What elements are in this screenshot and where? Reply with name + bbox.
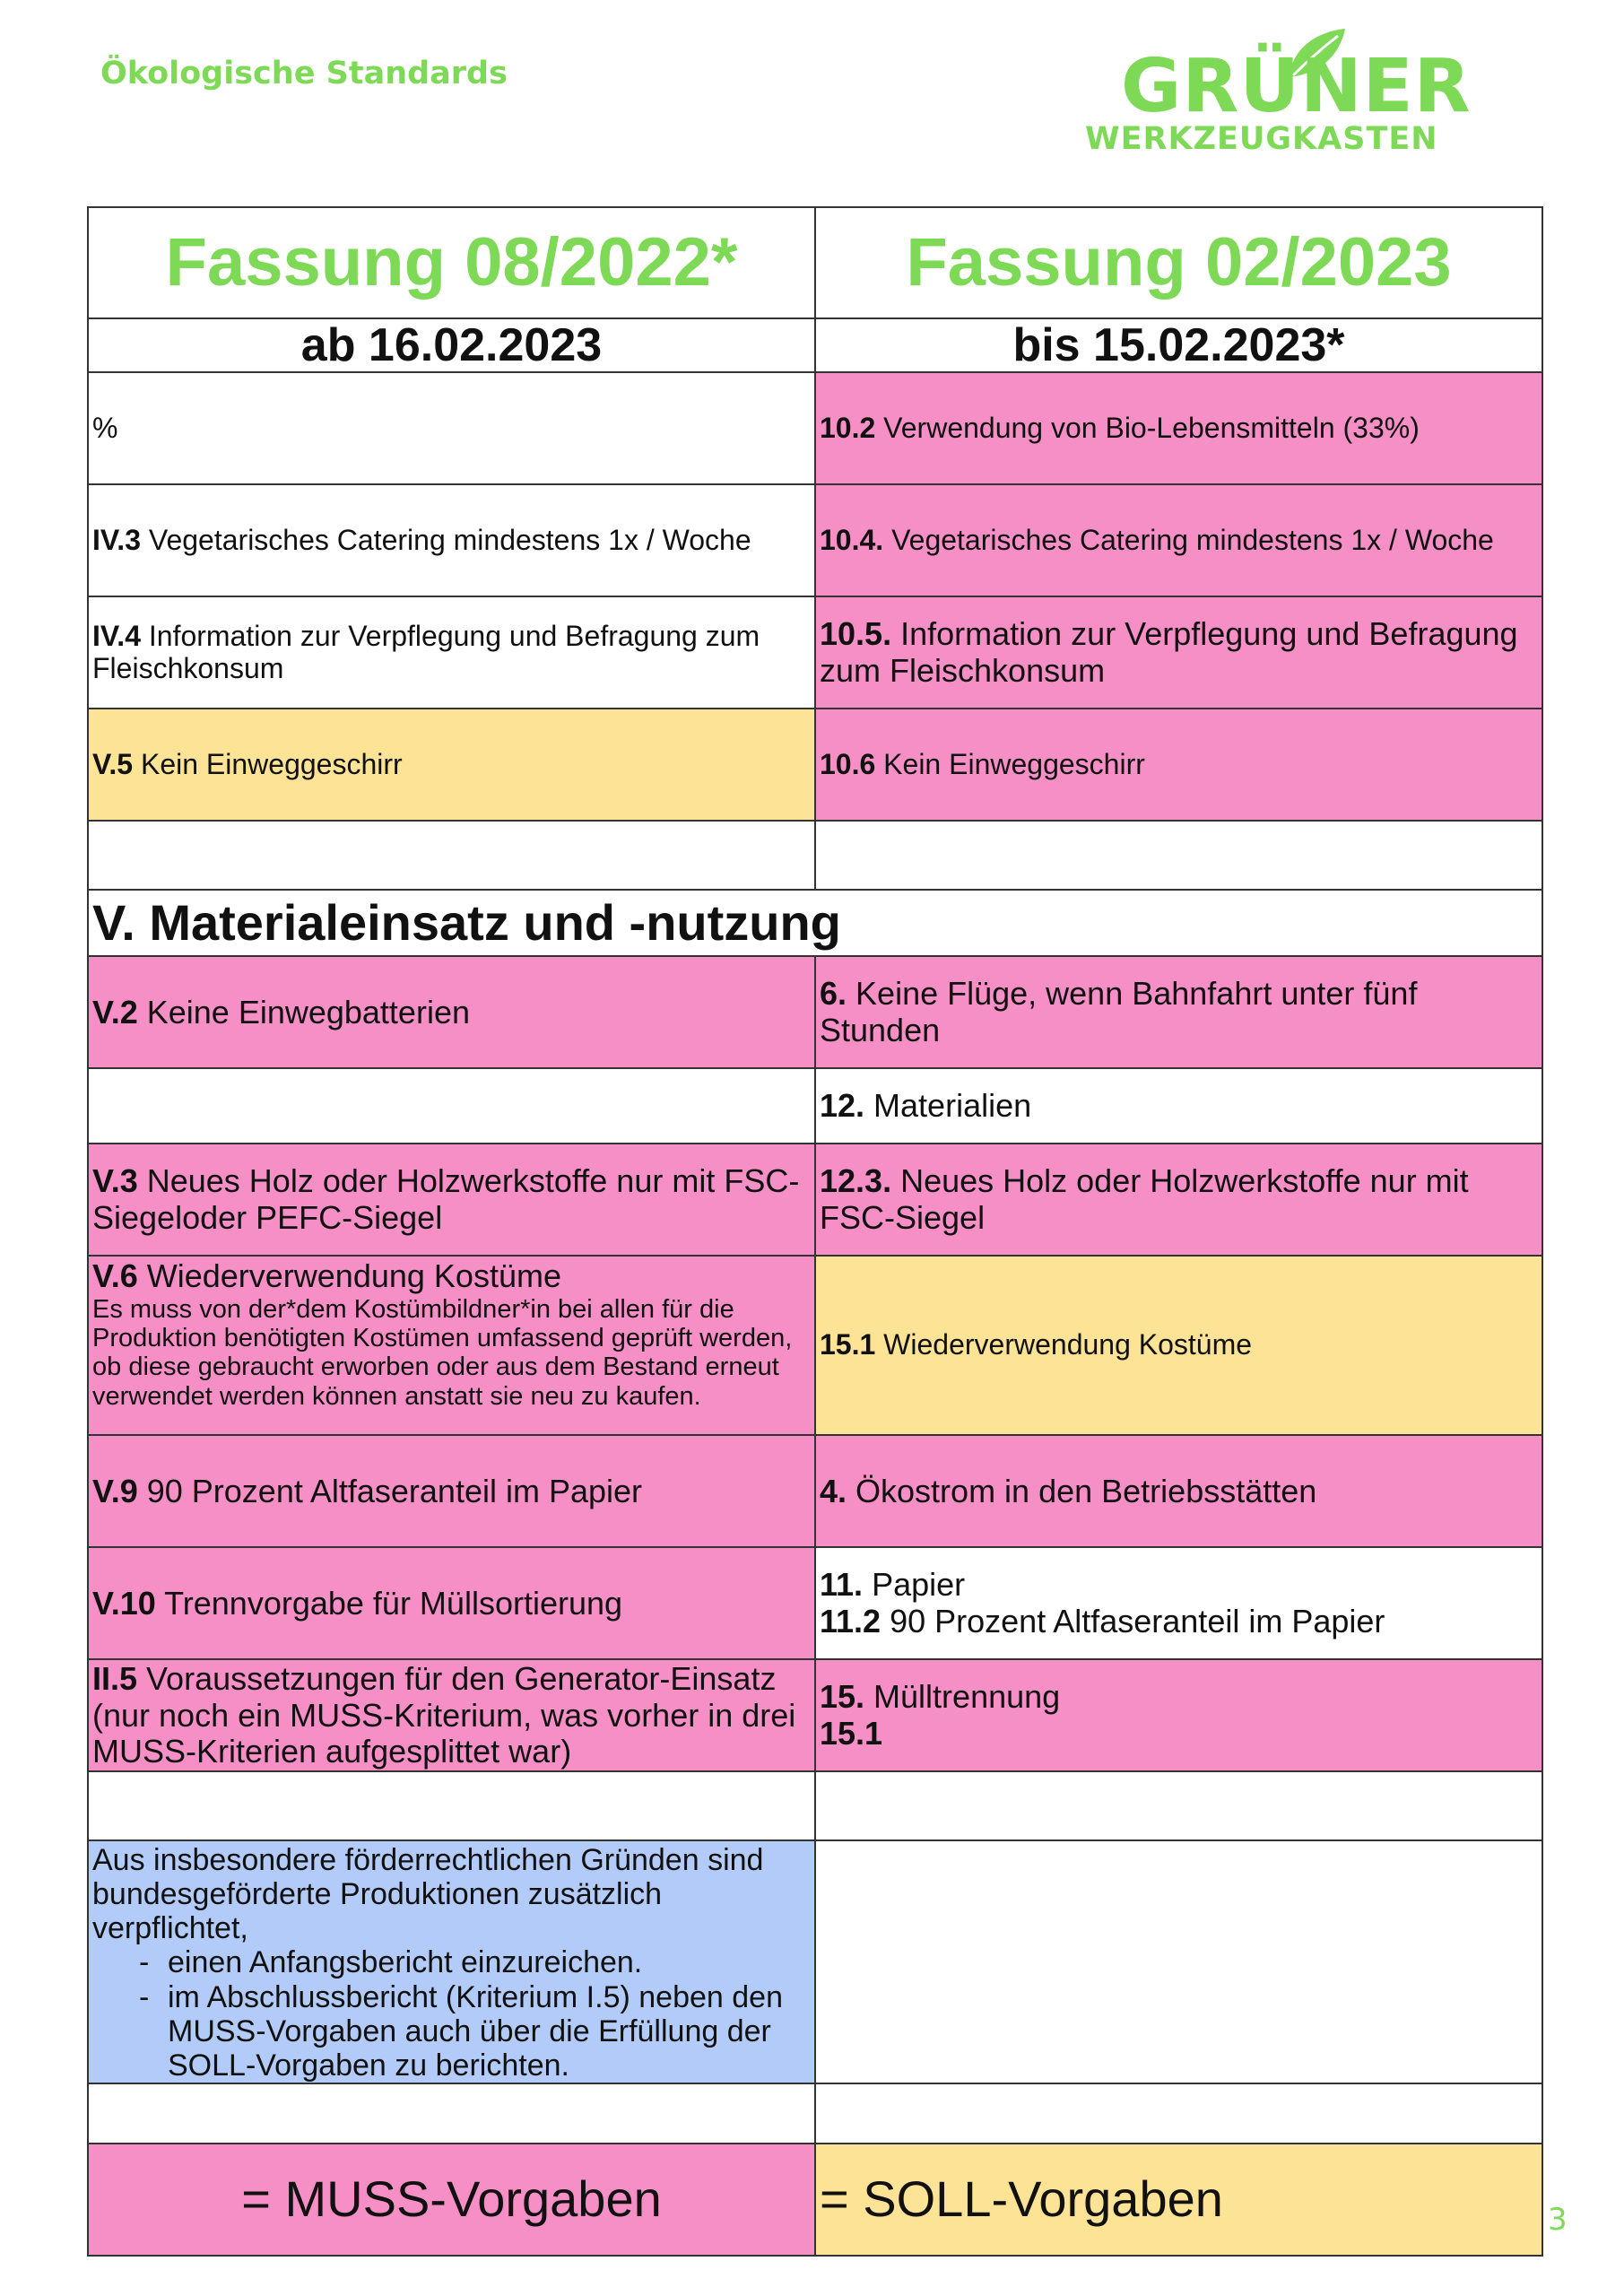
table-row <box>88 1144 1542 1256</box>
right-cell: 6. Keine Flüge, wenn Bahnfahrt unter fünf Stunden <box>815 956 1542 1068</box>
section-row <box>88 890 1542 956</box>
right-version-title: Fassung 02/2023 <box>815 207 1542 318</box>
empty-row <box>88 821 1542 890</box>
federal-funding-note: Aus insbesondere förderrechtlichen Gründen sind bundesgeförderte Produktionen zusätzlich verpflichtet, - einen Anfangsbericht einzureichen. - im Abschlussbericht (Kriterium I.5) neben den MUSS-Vorgaben auch über die Erfüllung der SOLL-Vorgaben zu berichten. <box>88 1840 815 2083</box>
legend-muss: = MUSS-Vorgaben <box>88 2144 815 2256</box>
table-row <box>88 484 1542 596</box>
table-row <box>88 1659 1542 1771</box>
logo-line-2: WERKZEUGKASTEN <box>1085 121 1438 157</box>
table-row <box>88 1068 1542 1144</box>
left-cell <box>88 1068 815 1144</box>
table-row <box>88 1547 1542 1659</box>
left-cell: V.10 Trennvorgabe für Müllsortierung <box>88 1547 815 1659</box>
gruener-werkzeugkasten-logo <box>1085 25 1498 160</box>
left-version-date: ab 16.02.2023 <box>88 318 815 372</box>
right-cell: 12. Materialien <box>815 1068 1542 1144</box>
left-cell: % <box>88 372 815 484</box>
legend-soll: = SOLL-Vorgaben <box>815 2144 1542 2256</box>
page-number: 3 <box>1548 2202 1568 2238</box>
left-cell: IV.3 Vegetarisches Catering mindestens 1x / Woche <box>88 484 815 596</box>
list-item: - einen Anfangsbericht einzureichen. <box>168 1945 811 1979</box>
right-version-date: bis 15.02.2023* <box>815 318 1542 372</box>
empty-row <box>88 2083 1542 2144</box>
left-cell: V.5 Kein Einweggeschirr <box>88 709 815 821</box>
list-item: - im Abschlussbericht (Kriterium I.5) neben den MUSS-Vorgaben auch über die Erfüllung der SOLL-Vorgaben zu berichten. <box>168 1980 811 2083</box>
right-cell: 10.4. Vegetarisches Catering mindestens 1x / Woche <box>815 484 1542 596</box>
table-row <box>88 372 1542 484</box>
right-cell: 11. Papier 11.2 90 Prozent Altfaseranteil im Papier <box>815 1547 1542 1659</box>
table-row <box>88 596 1542 709</box>
column-title-row <box>88 207 1542 318</box>
note-row <box>88 1840 1542 2083</box>
logo-line-1: GRÜNER <box>1121 44 1472 129</box>
left-cell: IV.4 Information zur Verpflegung und Befragung zum Fleischkonsum <box>88 596 815 709</box>
section-title: V. Materialeinsatz und -nutzung <box>88 890 1542 956</box>
criteria-comparison-table <box>87 206 1543 2257</box>
table-row <box>88 1256 1542 1435</box>
empty-row <box>88 1771 1542 1840</box>
table-row <box>88 1435 1542 1547</box>
right-cell: 10.6 Kein Einweggeschirr <box>815 709 1542 821</box>
column-date-row <box>88 318 1542 372</box>
right-cell: 4. Ökostrom in den Betriebsstätten <box>815 1435 1542 1547</box>
left-cell: II.5 Voraussetzungen für den Generator-Einsatz (nur noch ein MUSS-Kriterium, was vorher in drei MUSS-Kriterien aufgesplittet war) <box>88 1659 815 1771</box>
right-cell: 10.5. Information zur Verpflegung und Befragung zum Fleischkonsum <box>815 596 1542 709</box>
table-row <box>88 956 1542 1068</box>
right-cell: 15.1 Wiederverwendung Kostüme <box>815 1256 1542 1435</box>
right-cell: 12.3. Neues Holz oder Holzwerkstoffe nur mit FSC-Siegel <box>815 1144 1542 1256</box>
left-cell: V.9 90 Prozent Altfaseranteil im Papier <box>88 1435 815 1547</box>
right-cell: 15. Mülltrennung 15.1 <box>815 1659 1542 1771</box>
left-cell: V.2 Keine Einwegbatterien <box>88 956 815 1068</box>
document-header-title: Ökologische Standards <box>100 56 508 91</box>
table-row <box>88 709 1542 821</box>
costume-note: Es muss von der*dem Kostümbildner*in bei allen für die Produktion benötigten Kostümen umfassend geprüft werden, ob diese gebraucht erworben oder aus dem Bestand erneut verwendet werden können anstatt sie neu zu kaufen. <box>92 1294 793 1411</box>
left-cell: V.3 Neues Holz oder Holzwerkstoffe nur mit FSC-Siegeloder PEFC-Siegel <box>88 1144 815 1256</box>
left-version-title: Fassung 08/2022* <box>88 207 815 318</box>
left-cell: V.6 Wiederverwendung Kostüme Es muss von der*dem Kostümbildner*in bei allen für die Produktion benötigten Kostümen umfassend geprüft werden, ob diese gebraucht erworben oder aus dem Bestand erneut verwendet werden können anstatt sie neu zu kaufen. <box>88 1256 815 1435</box>
legend-row <box>88 2144 1542 2256</box>
right-cell: 10.2 Verwendung von Bio-Lebensmitteln (33%) <box>815 372 1542 484</box>
